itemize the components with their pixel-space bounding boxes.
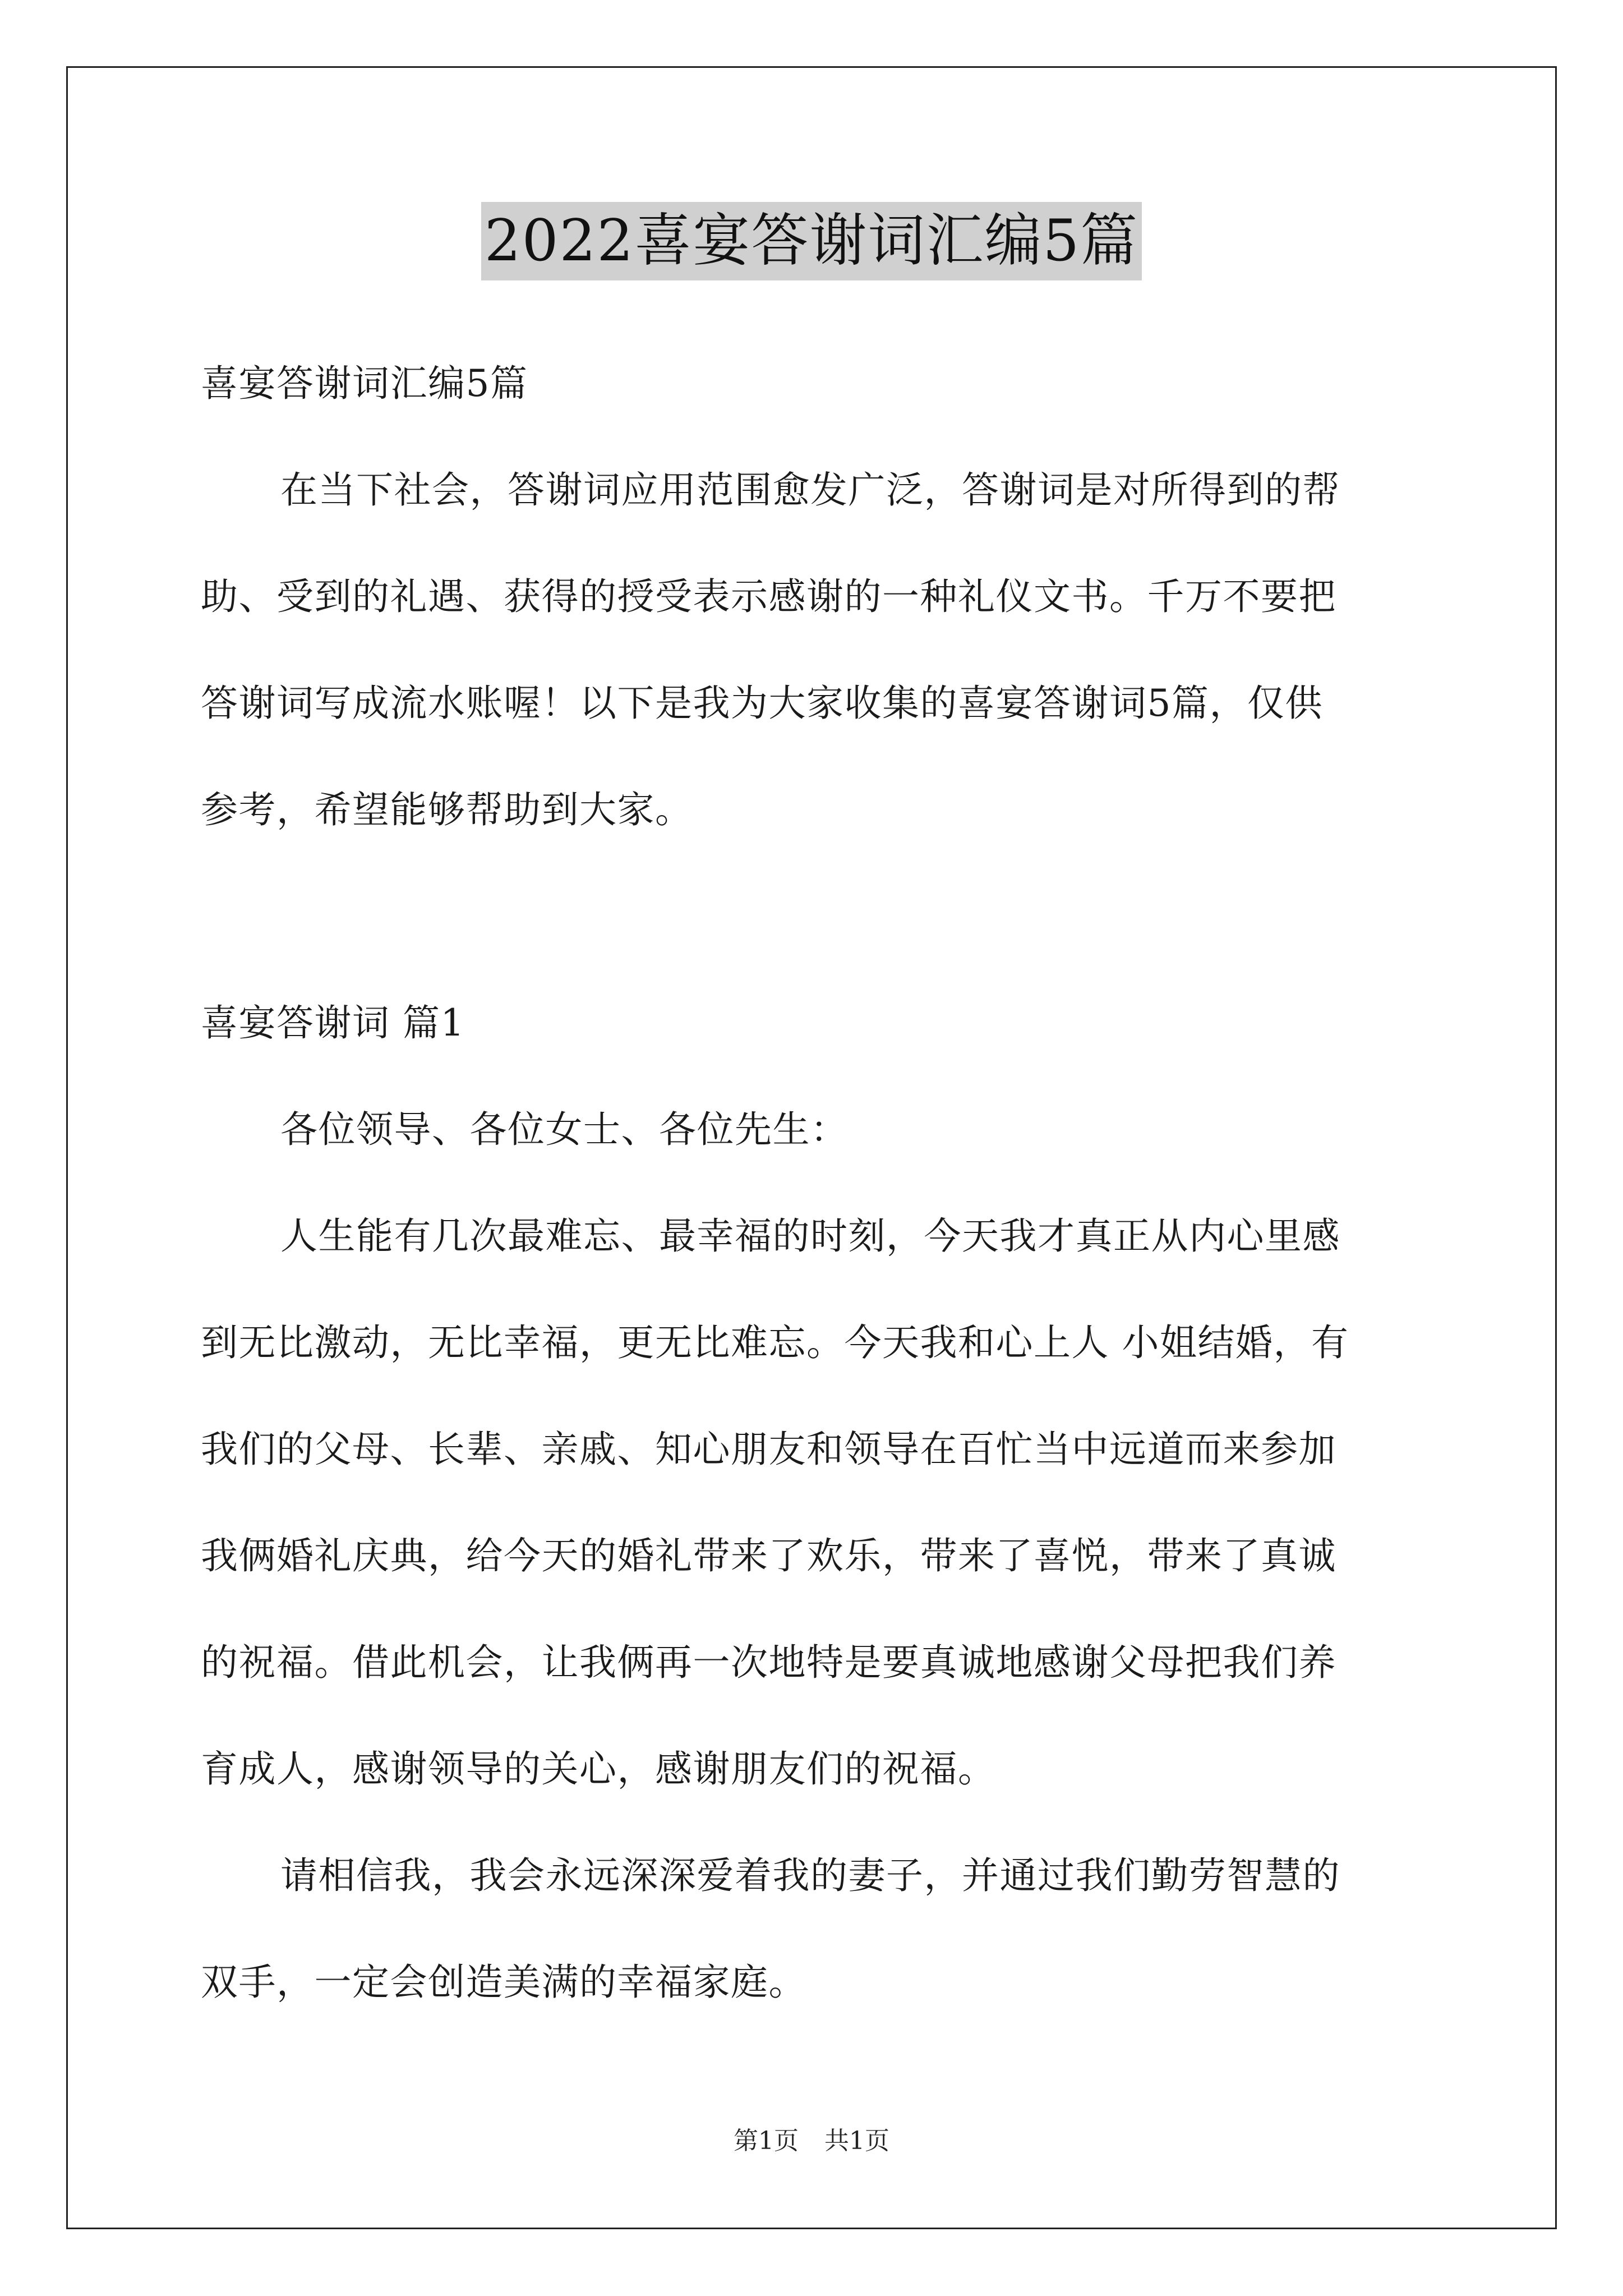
intro-line: 答谢词写成流水账喔！以下是我为大家收集的喜宴答谢词5篇，仅供 <box>201 682 1323 725</box>
page-number-current: 第1页 <box>734 2127 799 2155</box>
section-heading: 喜宴答谢词 篇1 <box>201 1001 465 1045</box>
document-title: 2022喜宴答谢词汇编5篇 <box>481 202 1142 280</box>
intro-line: 在当下社会，答谢词应用范围愈发广泛，答谢词是对所得到的帮 <box>280 468 1340 512</box>
paragraph-line: 我们的父母、长辈、亲戚、知心朋友和领导在百忙当中远道而来参加 <box>201 1428 1336 1471</box>
paragraph-line: 人生能有几次最难忘、最幸福的时刻，今天我才真正从内心里感 <box>280 1214 1340 1258</box>
title-block <box>0 202 1623 280</box>
paragraph-line: 到无比激动，无比幸福，更无比难忘。今天我和心上人 小姐结婚，有 <box>201 1321 1349 1364</box>
paragraph-line: 育成人，感谢领导的关心，感谢朋友们的祝福。 <box>201 1747 996 1791</box>
paragraph-line: 双手，一定会创造美满的幸福家庭。 <box>201 1961 806 2004</box>
intro-line: 参考，希望能够帮助到大家。 <box>201 788 693 831</box>
page-number-total: 共1页 <box>824 2127 889 2155</box>
page-footer <box>0 2120 1623 2156</box>
document-subtitle: 喜宴答谢词汇编5篇 <box>201 362 528 405</box>
paragraph-line: 我俩婚礼庆典，给今天的婚礼带来了欢乐，带来了喜悦，带来了真诚 <box>201 1534 1336 1577</box>
intro-line: 助、受到的礼遇、获得的授受表示感谢的一种礼仪文书。千万不要把 <box>201 575 1336 618</box>
paragraph-line: 的祝福。借此机会，让我俩再一次地特是要真诚地感谢父母把我们养 <box>201 1641 1336 1684</box>
paragraph-line: 请相信我，我会永远深深爱着我的妻子，并通过我们勤劳智慧的 <box>280 1854 1340 1897</box>
salutation: 各位领导、各位女士、各位先生： <box>280 1108 849 1151</box>
